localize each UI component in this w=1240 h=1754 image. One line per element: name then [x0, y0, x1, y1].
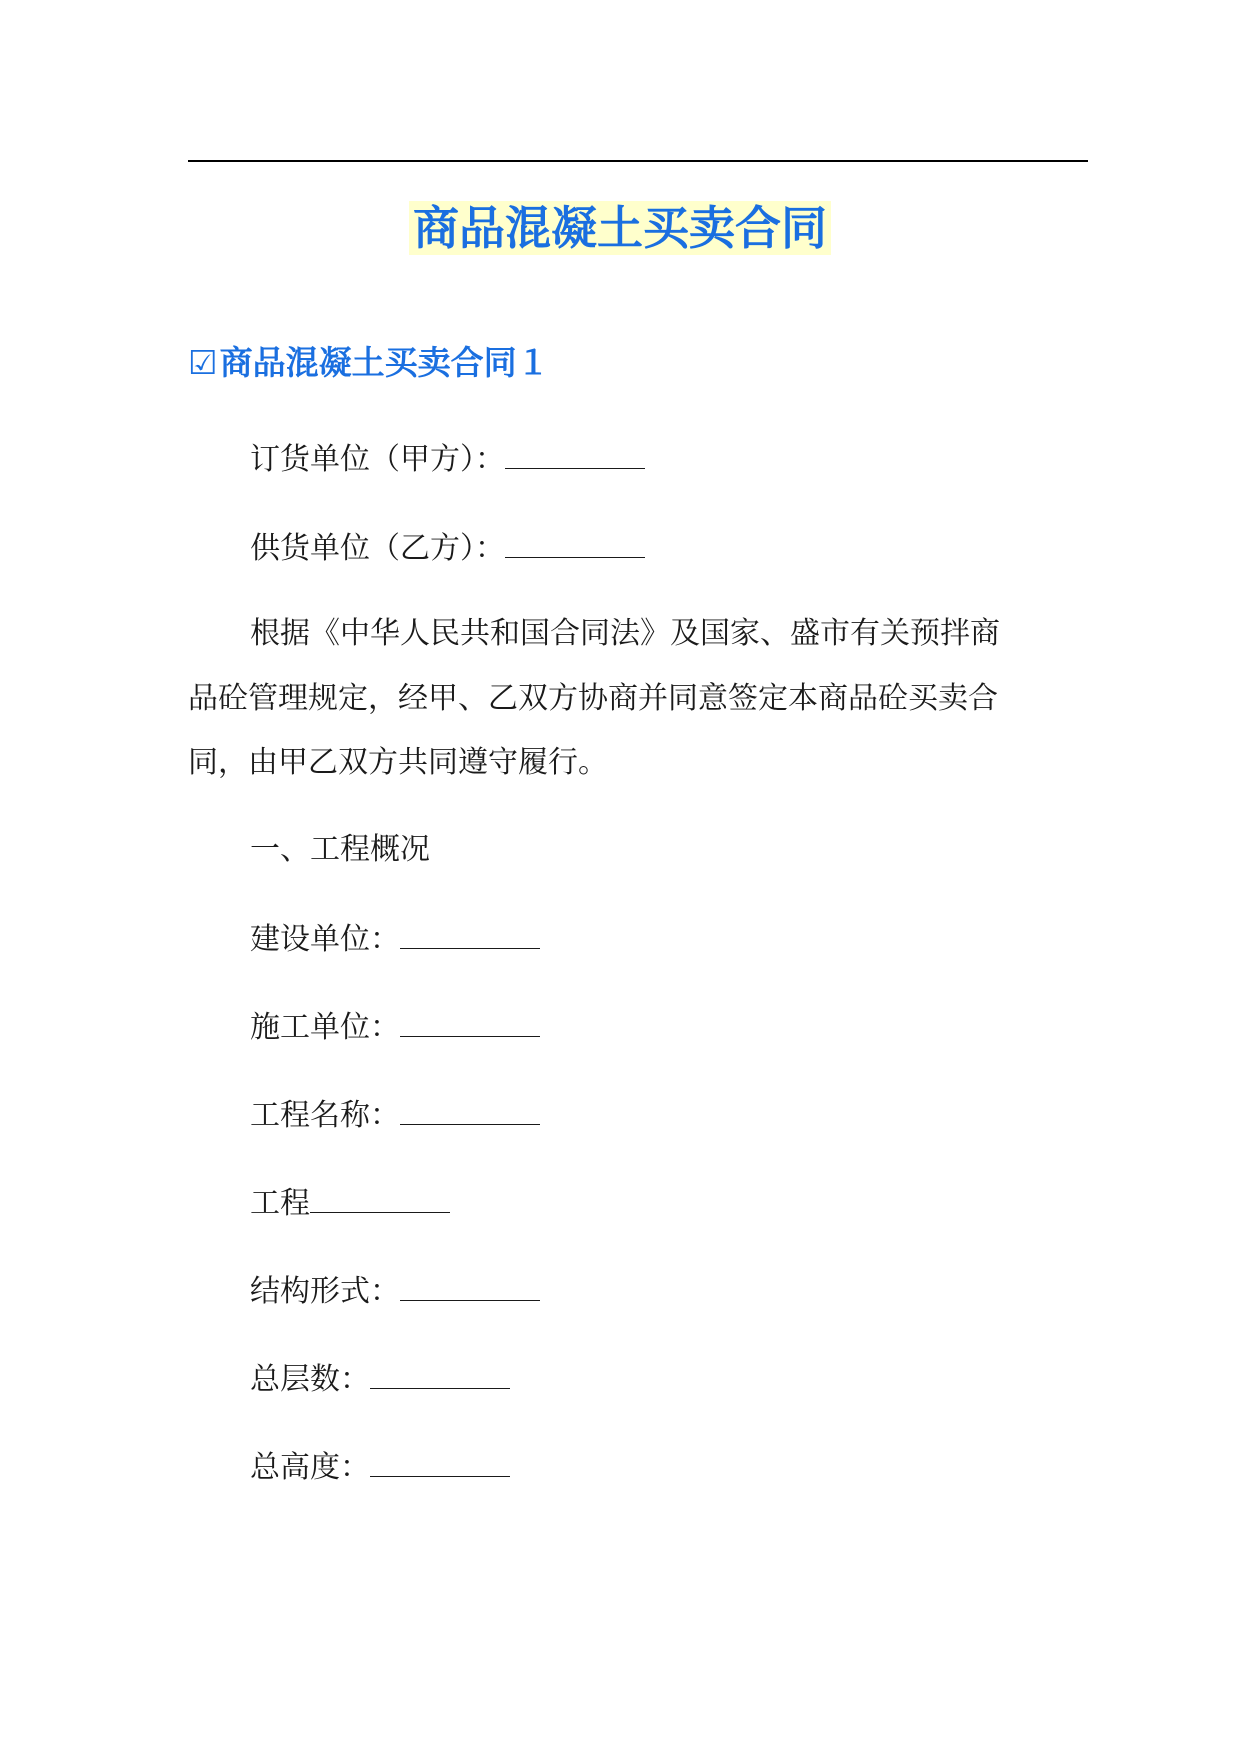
field-label: 工程名称： — [250, 1098, 400, 1133]
preamble-line-3: 同，由甲乙双方共同遵守履行。 — [188, 745, 608, 780]
section-heading-text: 商品混凝土买卖合同１ — [219, 343, 550, 382]
field-total-floors — [250, 1358, 510, 1400]
field-blank — [400, 1006, 540, 1037]
buyer-line — [250, 438, 645, 480]
field-blank — [310, 1182, 450, 1213]
buyer-label: 订货单位（甲方）： — [250, 442, 505, 477]
preamble-line-2: 品砼管理规定，经甲、乙双方协商并同意签定本商品砼买卖合 — [188, 681, 998, 716]
seller-blank — [505, 527, 645, 558]
top-rule-divider — [188, 160, 1088, 162]
field-blank — [370, 1446, 510, 1477]
buyer-blank — [505, 438, 645, 469]
field-label: 总层数： — [250, 1362, 370, 1397]
field-label: 建设单位： — [250, 922, 400, 957]
seller-line — [250, 527, 645, 569]
field-label: 施工单位： — [250, 1010, 400, 1045]
document-title-text: 商品混凝土买卖合同 — [409, 201, 831, 255]
checkbox-icon: ☑ — [188, 343, 218, 382]
field-blank — [400, 1094, 540, 1125]
field-construction-unit — [250, 918, 540, 960]
section-heading — [188, 340, 550, 386]
field-label: 结构形式： — [250, 1274, 400, 1309]
preamble-line-1: 根据《中华人民共和国合同法》及国家、盛市有关预拌商 — [250, 616, 1000, 651]
field-total-height — [250, 1446, 510, 1488]
field-label: 总高度： — [250, 1450, 370, 1485]
seller-label: 供货单位（乙方）： — [250, 531, 505, 566]
field-label: 工程 — [250, 1186, 310, 1221]
field-contractor-unit — [250, 1006, 540, 1048]
field-blank — [370, 1358, 510, 1389]
field-blank — [400, 1270, 540, 1301]
field-blank — [400, 918, 540, 949]
field-structure-form — [250, 1270, 540, 1312]
field-project-name — [250, 1094, 540, 1136]
project-overview-heading: 一、工程概况 — [250, 832, 430, 867]
document-title — [0, 196, 1240, 260]
field-project — [250, 1182, 450, 1224]
